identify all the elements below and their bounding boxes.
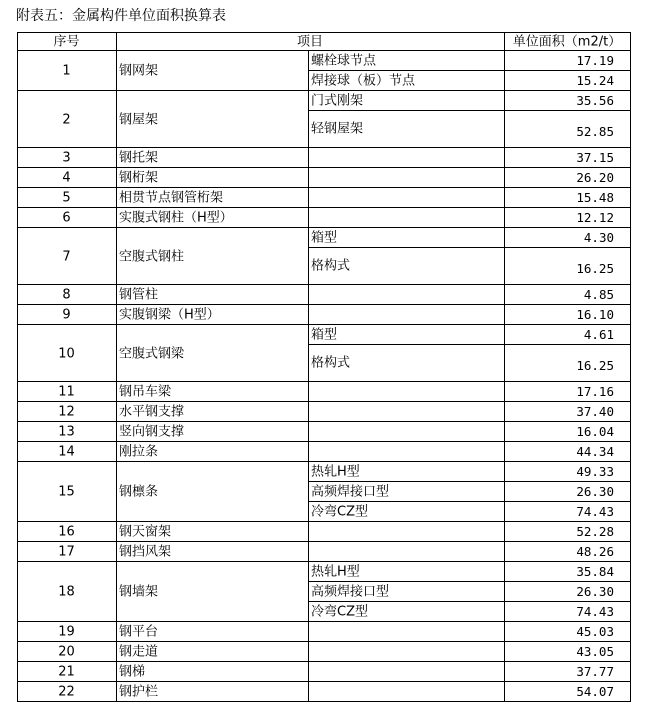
- row-number: 9: [62, 307, 71, 323]
- row-item-name: 钢挡风架: [119, 544, 172, 560]
- row-divider: [17, 401, 631, 402]
- row-value: 12.12: [576, 209, 614, 225]
- row-sub-label: 格构式: [311, 355, 351, 370]
- row-divider: [17, 284, 631, 285]
- row-number: 8: [62, 287, 71, 303]
- row-value: 54.07: [576, 683, 614, 699]
- row-item-name: 实腹式钢柱（H型）: [119, 210, 233, 226]
- row-divider: [17, 621, 631, 622]
- row-divider: [17, 227, 631, 228]
- header-divider: [17, 50, 631, 51]
- row-divider: [17, 561, 631, 562]
- row-item-name: 刚拉条: [119, 444, 159, 460]
- row-number: 17: [58, 544, 75, 560]
- sub-row-divider: [308, 501, 631, 502]
- row-item-name: 钢桁架: [119, 170, 159, 186]
- row-item-name: 钢檩条: [119, 484, 159, 500]
- row-number: 18: [58, 584, 75, 600]
- table-border-left: [17, 32, 18, 702]
- row-item-name: 钢平台: [119, 624, 159, 640]
- row-number: 7: [62, 249, 71, 264]
- row-divider: [17, 147, 631, 148]
- row-number: 12: [58, 404, 75, 420]
- row-value: 74.43: [576, 503, 614, 519]
- row-value: 17.16: [576, 383, 614, 399]
- row-divider: [17, 461, 631, 462]
- row-value: 16.10: [576, 306, 614, 322]
- row-divider: [17, 441, 631, 442]
- column-divider-unit: [504, 32, 505, 702]
- row-item-name: 钢天窗架: [119, 524, 172, 540]
- column-divider-no: [116, 32, 117, 702]
- row-number: 2: [62, 112, 71, 127]
- row-value: 17.19: [576, 52, 614, 68]
- row-item-name: 竖向钢支撑: [119, 424, 185, 440]
- row-number: 4: [62, 170, 71, 186]
- row-value: 16.25: [576, 260, 614, 276]
- row-item-name: 钢梯: [119, 664, 146, 680]
- row-sub-label: 冷弯CZ型: [311, 504, 368, 520]
- row-value: 37.40: [576, 403, 614, 419]
- row-sub-label: 焊接球（板）节点: [311, 73, 416, 89]
- row-item-name: 水平钢支撑: [119, 404, 185, 420]
- row-divider: [17, 661, 631, 662]
- row-item-name: 钢托架: [119, 150, 159, 166]
- row-sub-label: 热轧H型: [311, 564, 360, 580]
- row-value: 15.48: [576, 189, 614, 205]
- row-number: 10: [58, 346, 75, 361]
- row-value: 16.04: [576, 423, 614, 439]
- row-number: 14: [58, 444, 75, 460]
- row-item-name: 钢管柱: [119, 287, 159, 303]
- row-divider: [17, 541, 631, 542]
- row-item-name: 实腹钢梁（H型）: [119, 307, 220, 323]
- row-sub-label: 冷弯CZ型: [311, 604, 368, 620]
- row-item-name: 钢护栏: [119, 684, 159, 700]
- row-divider: [17, 207, 631, 208]
- row-number: 21: [58, 664, 75, 680]
- table-title: 附表五：金属构件单位面积换算表: [16, 8, 226, 24]
- row-value: 4.30: [583, 229, 614, 245]
- row-divider: [17, 167, 631, 168]
- row-sub-label: 门式刚架: [311, 93, 364, 109]
- row-value: 43.05: [576, 643, 614, 659]
- row-value: 26.30: [576, 483, 614, 499]
- sub-row-divider: [308, 581, 631, 582]
- row-value: 44.34: [576, 443, 614, 459]
- sub-row-divider: [308, 247, 631, 248]
- row-item-name: 钢走道: [119, 644, 159, 660]
- row-number: 1: [62, 63, 71, 79]
- sub-row-divider: [308, 344, 631, 345]
- row-value: 37.77: [576, 663, 614, 679]
- row-sub-label: 螺栓球节点: [311, 53, 377, 69]
- row-value: 49.33: [576, 463, 614, 479]
- row-divider: [17, 421, 631, 422]
- row-value: 52.28: [576, 523, 614, 539]
- row-number: 13: [58, 424, 75, 440]
- sub-row-divider: [308, 481, 631, 482]
- row-item-name: 相贯节点钢管桁架: [119, 190, 224, 206]
- row-sub-label: 格构式: [311, 258, 351, 273]
- row-divider: [17, 324, 631, 325]
- row-item-name: 空腹式钢柱: [119, 249, 185, 264]
- header-item: 项目: [296, 34, 324, 50]
- row-divider: [17, 701, 631, 702]
- sub-row-divider: [308, 601, 631, 602]
- row-number: 15: [58, 484, 75, 500]
- row-value: 37.15: [576, 149, 614, 165]
- header-no: 序号: [53, 34, 80, 50]
- row-sub-label: 轻钢屋架: [311, 121, 364, 136]
- table-border-top: [17, 32, 631, 33]
- row-item-name: 钢吊车梁: [119, 384, 172, 400]
- column-divider-sub: [308, 50, 309, 702]
- row-number: 22: [58, 684, 75, 700]
- header-unit: 单位面积（m2/t）: [512, 34, 622, 50]
- row-sub-label: 箱型: [311, 230, 338, 246]
- row-value: 35.84: [576, 563, 614, 579]
- row-divider: [17, 681, 631, 682]
- sub-row-divider: [308, 110, 631, 111]
- row-item-name: 钢网架: [119, 63, 159, 79]
- row-divider: [17, 381, 631, 382]
- row-value: 4.85: [583, 286, 614, 302]
- row-number: 16: [58, 524, 75, 540]
- row-number: 5: [62, 190, 71, 206]
- table-border-right: [630, 32, 631, 702]
- row-number: 19: [58, 624, 75, 640]
- row-value: 15.24: [576, 72, 614, 88]
- row-value: 45.03: [576, 623, 614, 639]
- row-value: 35.56: [576, 92, 614, 108]
- row-item-name: 钢墙架: [119, 584, 159, 600]
- row-number: 3: [62, 150, 71, 166]
- row-sub-label: 箱型: [311, 327, 338, 343]
- row-item-name: 空腹式钢梁: [119, 346, 185, 361]
- row-sub-label: 高频焊接口型: [311, 584, 390, 600]
- row-value: 74.43: [576, 603, 614, 619]
- row-value: 52.85: [576, 123, 614, 139]
- row-sub-label: 高频焊接口型: [311, 484, 390, 500]
- row-divider: [17, 90, 631, 91]
- row-divider: [17, 304, 631, 305]
- row-sub-label: 热轧H型: [311, 464, 360, 480]
- sub-row-divider: [308, 70, 631, 71]
- row-value: 26.30: [576, 583, 614, 599]
- row-value: 4.61: [583, 326, 614, 342]
- row-divider: [17, 521, 631, 522]
- row-value: 26.20: [576, 169, 614, 185]
- row-number: 6: [62, 210, 71, 226]
- row-value: 16.25: [576, 357, 614, 373]
- row-number: 11: [58, 384, 75, 400]
- row-value: 48.26: [576, 543, 614, 559]
- row-number: 20: [58, 644, 75, 660]
- row-item-name: 钢屋架: [119, 112, 159, 127]
- row-divider: [17, 641, 631, 642]
- row-divider: [17, 187, 631, 188]
